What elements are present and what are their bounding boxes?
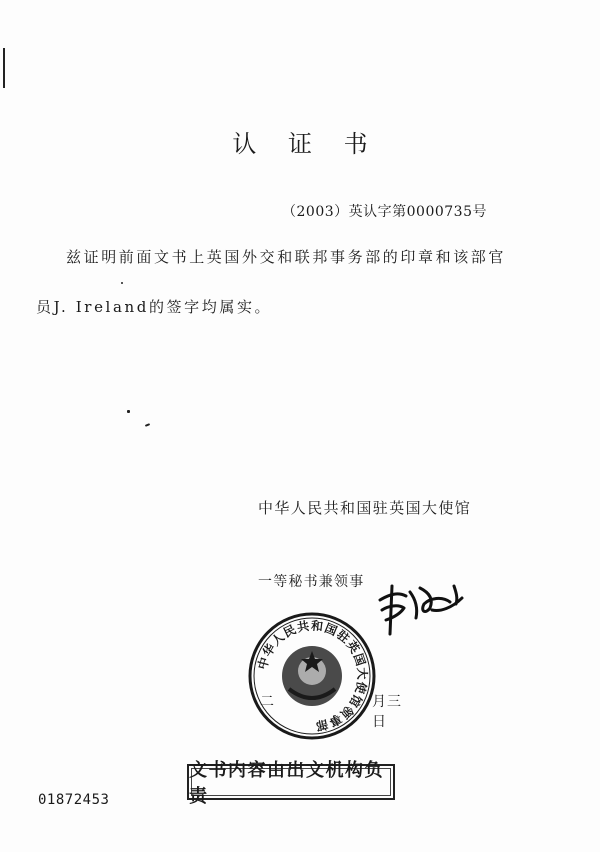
scan-speck	[127, 410, 130, 413]
document-title: 认 证 书	[232, 130, 380, 158]
reference-number: （2003）英认字第0000735号	[282, 204, 487, 220]
seal-text: 中华人民共和国驻英国大使馆领事部	[255, 618, 370, 734]
body-text-line-1: 兹证明前面文书上英国外交和联邦事务部的印章和该部官	[66, 248, 507, 266]
body-text-line-2: 员J. Ireland的签字均属实。	[36, 298, 273, 316]
date-month-day: 月三日	[372, 694, 402, 730]
date-year-fragment: 二	[260, 694, 275, 710]
signature	[372, 578, 472, 638]
scan-speck	[121, 282, 123, 284]
disclaimer-stamp-text: 文书内容由出文机构负责	[189, 760, 384, 807]
embassy-name: 中华人民共和国驻英国大使馆	[258, 499, 472, 517]
margin-mark	[3, 48, 5, 88]
official-title: 一等秘书兼领事	[258, 574, 365, 590]
serial-number: 01872453	[38, 792, 110, 808]
disclaimer-stamp	[187, 760, 395, 807]
embassy-seal	[247, 611, 377, 741]
scan-speck	[145, 423, 150, 427]
